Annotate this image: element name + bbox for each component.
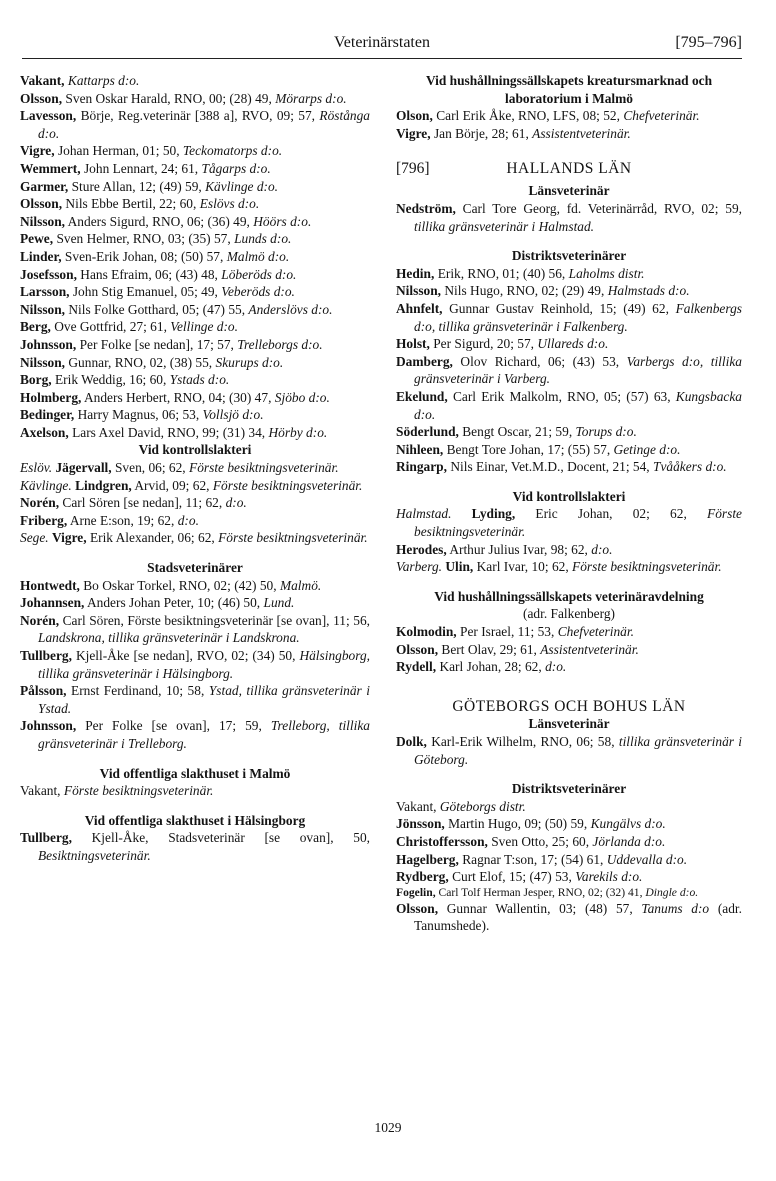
directory-entry [20, 248, 370, 266]
entry-surname: Nilsson, [20, 354, 66, 370]
entry-post: Skurups d:o. [215, 354, 284, 370]
entry-details: Martin Hugo, 09; (50) 59, [448, 816, 588, 832]
entry-details: Karl Ivar, 10; 62, [476, 559, 569, 575]
entry-details: Nils Einar, Vet.M.D., Docent, 21; 54, [450, 459, 650, 475]
page-number: 1029 [374, 1120, 402, 1135]
directory-entry [20, 318, 370, 336]
entry-details: Carl Sören, Förste besiktningsveterinär [se ovan], 11; 56, [62, 612, 370, 628]
entry-post: Tågarps d:o. [201, 160, 271, 176]
section-subheading: Stadsveterinärer [147, 560, 243, 576]
entry-details: Olov Richard, 06; (43) 53, [460, 353, 620, 369]
entry-post: d:o. [545, 659, 567, 675]
entry-surname: Vigre, [396, 125, 431, 141]
entry-surname: Olsson, [396, 900, 439, 916]
entry-post: Eslövs d:o. [199, 196, 260, 212]
entry-post: Röstånga d:o. [38, 108, 370, 141]
directory-entry [20, 424, 370, 442]
page-title: Veterinärstaten [334, 34, 430, 51]
entry-post: Förste besiktningsveterinär. [414, 506, 742, 540]
directory-entry [20, 512, 370, 530]
entry-details: Anders Herbert, RNO, 04; (30) 47, [83, 389, 272, 405]
entry-details: Sven Oskar Harald, RNO, 00; (28) 49, [65, 90, 272, 106]
directory-entry [396, 200, 742, 235]
section-subheading: Vid kontrollslakteri [512, 488, 626, 504]
entry-post: Chefveterinär. [557, 624, 634, 640]
entry-surname: Vigre, [20, 143, 55, 159]
entry-details: Hans Efraim, 06; (43) 48, [80, 266, 218, 282]
directory-entry [20, 354, 370, 372]
entry-post: Assistentveterinär. [540, 641, 639, 657]
directory-entry [396, 505, 742, 540]
entry-location: Kävlinge. [20, 477, 72, 493]
directory-entry [396, 282, 742, 300]
entry-post: Ullareds d:o. [537, 336, 609, 352]
directory-entry [396, 900, 742, 935]
entry-surname: Lindgren, [75, 477, 132, 493]
county-heading [396, 156, 742, 182]
entry-surname: Damberg, [396, 353, 453, 369]
section-subheading: Distriktsveterinärer [511, 248, 627, 264]
entry-details: Per Folke [se nedan], 17; 57, [79, 336, 234, 352]
entry-details: Kjell-Åke [se nedan], RVO, 02; (34) 50, [75, 648, 296, 663]
entry-surname: Lyding, [471, 506, 516, 522]
entry-details: Bert Olav, 29; 61, [441, 641, 537, 657]
directory-entry [20, 178, 370, 196]
entry-post: Jörlanda d:o. [592, 833, 666, 849]
directory-entry [20, 459, 370, 477]
entry-post: Landskrona, tillika gränsveterinär i Landskrona. [38, 630, 300, 646]
section-subheading: Vid hushållningssällskapets kreatursmarknad och laboratorium i Malmö [425, 73, 713, 106]
directory-entry [20, 107, 370, 142]
entry-details: Gunnar Wallentin, 03; (48) 57, [446, 900, 633, 916]
entry-post: Malmö d:o. [226, 248, 290, 264]
directory-entry [396, 125, 742, 143]
directory-entry [20, 230, 370, 248]
entry-post: Lund. [263, 595, 295, 611]
entry-post: d:o. [591, 541, 613, 557]
entry-post: Varbergs d:o, tillika gränsveterinär i Varberg. [414, 353, 742, 387]
entry-surname: Christoffersson, [396, 833, 488, 849]
entry-surname: Fogelin, [396, 885, 436, 899]
directory-entry [396, 815, 742, 833]
entry-post: tillika gränsveterinär i Göteborg. [414, 734, 742, 767]
entry-surname: Tullberg, [20, 830, 72, 846]
entry-surname: Olsson, [396, 641, 439, 657]
entry-note: (adr. Tanumshede). [414, 900, 742, 934]
entry-details: Per Folke [se ovan], 17; 59, [85, 718, 262, 734]
directory-entry [20, 336, 370, 354]
directory-entry [20, 647, 370, 682]
entry-location: Halmstad. [396, 506, 452, 522]
directory-entry [20, 266, 370, 284]
entry-details: Anders Johan Peter, 10; (46) 50, [87, 595, 261, 611]
entry-post: Höörs d:o. [253, 213, 312, 229]
entry-post: Chefveterinär. [623, 108, 700, 124]
entry-post: Assistentveterinär. [532, 125, 631, 141]
entry-surname: Nilsson, [20, 301, 66, 317]
county-section-number: [796] [396, 160, 430, 178]
directory-entry [396, 541, 742, 559]
entry-details: Erik, RNO, 01; (40) 56, [437, 265, 566, 281]
entry-surname: Rydberg, [396, 869, 449, 885]
entry-surname: Vigre, [52, 530, 87, 546]
entry-status: Vakant, [20, 783, 61, 799]
entry-details: Carl Tolf Herman Jesper, RNO, 02; (32) 41, [438, 885, 643, 899]
directory-entry [396, 388, 742, 423]
entry-details: Johan Herman, 01; 50, [57, 143, 180, 159]
directory-entry [20, 577, 370, 595]
directory-entry [20, 612, 370, 647]
entry-post: Tanums d:o [641, 900, 710, 916]
directory-entry [396, 868, 742, 886]
entry-details: Lars Axel David, RNO, 99; (31) 34, [72, 424, 266, 440]
county-name: GÖTEBORGS OCH BOHUS LÄN [452, 697, 686, 715]
entry-details: Curt Elof, 15; (47) 53, [452, 869, 572, 885]
entry-surname: Lavesson, [20, 108, 77, 124]
entry-details: Arvid, 09; 62, [134, 477, 210, 493]
entry-surname: Nilsson, [20, 213, 66, 229]
entry-surname: Ulin, [445, 559, 474, 575]
entry-details: Bo Oskar Torkel, RNO, 02; (42) 50, [83, 577, 277, 593]
entry-surname: Nihleen, [396, 441, 444, 457]
entry-surname: Tullberg, [20, 648, 72, 663]
entry-post: Varekils d:o. [575, 869, 643, 885]
entry-details: Arthur Julius Ivar, 98; 62, [449, 541, 588, 557]
entry-location: Varberg. [396, 559, 442, 575]
entry-surname: Herodes, [396, 541, 447, 557]
directory-entry [396, 335, 742, 353]
entry-details: Arne E:son, 19; 62, [69, 512, 175, 528]
entry-location: Eslöv. [20, 460, 53, 476]
entry-details: Eric Johan, 02; 62, [535, 506, 687, 522]
entry-details: Carl Tore Georg, fd. Veterinärråd, RVO, 02; 59, [462, 200, 742, 216]
entry-details: Gunnar, RNO, 02, (38) 55, [68, 354, 213, 370]
entry-post: Kungsbacka d:o. [414, 388, 742, 422]
entry-surname: Kolmodin, [396, 624, 457, 640]
entry-post: Uddevalla d:o. [606, 851, 688, 867]
directory-entry [20, 72, 370, 90]
directory-entry [396, 623, 742, 641]
directory-entry [396, 300, 742, 335]
entry-surname: Borg, [20, 372, 52, 388]
entry-post: Hörby d:o. [268, 424, 328, 440]
directory-entry [20, 371, 370, 389]
section-subheading: Vid hushållningssällskapets veterinäravdelning [434, 588, 704, 604]
entry-surname: Söderlund, [396, 424, 459, 440]
entry-details: Bengt Tore Johan, 17; (55) 57, [446, 441, 611, 457]
entry-post: Mörarps d:o. [275, 90, 347, 106]
entry-post: Sjöbo d:o. [274, 389, 330, 405]
entry-post: Falkenbergs d:o, tillika gränsveterinär i Falkenberg. [414, 300, 742, 334]
entry-location: Sege. [20, 530, 49, 546]
entry-post: Kungälvs d:o. [590, 816, 666, 832]
directory-entry [20, 283, 370, 301]
entry-details: Karl Johan, 28; 62, [439, 659, 542, 675]
entry-details: Ove Gottfrid, 27; 61, [54, 319, 167, 335]
entry-post: Dingle d:o. [645, 885, 699, 899]
entry-post: Malmö. [279, 577, 322, 593]
entry-details: Per Sigurd, 20; 57, [433, 336, 535, 352]
directory-entry [396, 558, 742, 576]
entry-status: Vakant, [396, 798, 437, 814]
entry-surname: Holst, [396, 336, 430, 352]
entry-surname: Dolk, [396, 734, 427, 749]
entry-surname: Rydell, [396, 659, 437, 675]
entry-post: tillika gränsveterinär i Halmstad. [414, 218, 595, 234]
entry-details: Jan Börje, 28; 61, [433, 125, 529, 141]
entry-details: Erik Weddig, 16; 60, [54, 372, 167, 388]
directory-entry [20, 213, 370, 231]
entry-post: Laholms distr. [568, 265, 645, 281]
entry-surname: Nedström, [396, 200, 456, 216]
entry-details: Sven-Erik Johan, 08; (50) 57, [64, 248, 224, 264]
entry-surname: Josefsson, [20, 266, 77, 282]
directory-entry [20, 406, 370, 424]
directory-entry [20, 829, 370, 864]
entry-surname: Jönsson, [396, 816, 445, 832]
directory-entry [396, 441, 742, 459]
entry-details: Ragnar T:son, 17; (54) 61, [462, 851, 604, 867]
entry-post: Besiktningsveterinär. [38, 847, 151, 863]
entry-details: Sven, 06; 62, [114, 460, 186, 476]
entry-surname: Norén, [20, 495, 60, 511]
entry-surname: Olsson, [20, 90, 63, 106]
section-note: (adr. Falkenberg) [523, 606, 615, 622]
directory-entry [396, 353, 742, 388]
entry-post: Anderslövs d:o. [248, 301, 333, 317]
entry-surname: Nilsson, [396, 283, 442, 299]
entry-post: Vellinge d:o. [170, 319, 238, 335]
entry-details: Börje, Reg.veterinär [388 a], RVO, 09; 57, [80, 108, 316, 124]
directory-entry [396, 833, 742, 851]
entry-details: Carl Sören [se nedan], 11; 62, [62, 495, 223, 511]
entry-post: Kävlinge d:o. [205, 178, 279, 194]
entry-post: Getinge d:o. [613, 441, 681, 457]
entry-surname: Bedinger, [20, 407, 75, 423]
entry-post: Ystad, tillika gränsveterinär i Ystad. [38, 683, 370, 716]
entry-details: Gunnar Gustav Reinhold, 15; (49) 62, [449, 300, 669, 316]
entry-post: Förste besiktningsveterinär. [572, 559, 722, 575]
directory-entry [396, 641, 742, 659]
entry-surname: Garmer, [20, 178, 69, 194]
entry-surname: Olson, [396, 108, 433, 124]
entry-post: Halmstads d:o. [607, 283, 690, 299]
directory-entry [20, 477, 370, 495]
entry-details: Nils Folke Gotthard, 05; (47) 55, [68, 301, 246, 317]
county-name: HALLANDS LÄN [506, 160, 632, 178]
entry-post: Ystads d:o. [169, 372, 230, 388]
entry-surname: Wemmert, [20, 160, 81, 176]
directory-entry [20, 782, 370, 800]
entry-surname: Hontwedt, [20, 577, 80, 593]
entry-details: Karl-Erik Wilhelm, RNO, 06; 58, [431, 734, 615, 749]
directory-entry [20, 160, 370, 178]
entry-post: Förste besiktningsveterinär. [218, 530, 368, 546]
entry-details: Harry Magnus, 06; 53, [77, 407, 200, 423]
directory-entry [20, 594, 370, 612]
directory-entry [20, 142, 370, 160]
entry-details: Ernst Ferdinand, 10; 58, [71, 683, 205, 699]
entry-details: Erik Alexander, 06; 62, [89, 530, 215, 546]
entry-surname: Olsson, [20, 196, 63, 212]
directory-entry [20, 389, 370, 407]
entry-post: Löberöds d:o. [221, 266, 297, 282]
left-column [20, 72, 370, 865]
entry-surname: Ahnfelt, [396, 300, 443, 316]
entry-surname: Johannsen, [20, 595, 85, 611]
entry-post: Förste besiktningsveterinär. [189, 460, 339, 476]
directory-entry [20, 682, 370, 717]
entry-surname: Jägervall, [55, 460, 112, 476]
entry-post: Hälsingborg, tillika gränsveterinär i Hälsingborg. [38, 648, 370, 681]
entry-post: d:o. [177, 512, 199, 528]
entry-post: Vollsjö d:o. [202, 407, 264, 423]
entry-surname: Hedin, [396, 265, 435, 281]
entry-surname: Hagelberg, [396, 851, 459, 867]
entry-surname: Vakant, [20, 73, 65, 88]
entry-details: Per Israel, 11; 53, [460, 624, 555, 640]
section-page-range: [795–796] [675, 34, 742, 51]
entry-surname: Pålsson, [20, 683, 67, 699]
directory-entry [396, 423, 742, 441]
directory-entry [396, 798, 742, 816]
section-subheading: Länsveterinär [528, 183, 610, 199]
directory-entry [396, 458, 742, 476]
directory-entry [396, 658, 742, 676]
section-subheading: Distriktsveterinärer [511, 781, 627, 797]
running-header [22, 32, 742, 59]
entry-surname: Linder, [20, 248, 62, 264]
entry-surname: Pewe, [20, 231, 54, 247]
entry-post: Förste besiktningsveterinär. [63, 783, 214, 799]
directory-entry [20, 529, 370, 547]
entry-details: Bengt Oscar, 21; 59, [462, 424, 573, 440]
directory-entry [396, 265, 742, 283]
entry-details: Kjell-Åke, Stadsveterinär [se ovan], 50, [91, 830, 370, 846]
entry-surname: Friberg, [20, 512, 68, 528]
entry-surname: Berg, [20, 319, 51, 335]
directory-entry [396, 886, 742, 900]
entry-post: Torups d:o. [575, 424, 637, 440]
entry-post: Kattarps d:o. [67, 73, 140, 88]
entry-details: John Stig Emanuel, 05; 49, [72, 284, 218, 300]
entry-post: Tvååkers d:o. [653, 459, 727, 475]
entry-surname: Johnsson, [20, 718, 77, 734]
entry-details: Nils Ebbe Bertil, 22; 60, [65, 196, 197, 212]
entry-post: d:o. [225, 495, 247, 511]
entry-surname: Holmberg, [20, 389, 82, 405]
entry-details: Carl Erik Malkolm, RNO, 05; (57) 63, [452, 388, 671, 404]
entry-post: Teckomatorps d:o. [182, 143, 283, 159]
entry-surname: Axelson, [20, 424, 69, 440]
entry-post: Göteborgs distr. [439, 798, 526, 814]
entry-post: Trelleborgs d:o. [237, 336, 323, 352]
section-subheading: Vid offentliga slakthuset i Malmö [99, 765, 291, 781]
directory-entry [396, 733, 742, 768]
entry-surname: Johnsson, [20, 336, 77, 352]
directory-entry [20, 717, 370, 752]
entry-post: Veberöds d:o. [221, 284, 295, 300]
entry-details: Anders Sigurd, RNO, 06; (36) 49, [67, 213, 250, 229]
section-subheading: Länsveterinär [528, 716, 610, 732]
entry-details: Carl Erik Åke, RNO, LFS, 08; 52, [436, 108, 620, 124]
entry-surname: Norén, [20, 612, 60, 628]
entry-surname: Ekelund, [396, 388, 448, 404]
section-subheading: Vid kontrollslakteri [138, 442, 252, 458]
directory-entry [20, 195, 370, 213]
entry-post: Lunds d:o. [234, 231, 292, 247]
right-column [396, 72, 742, 935]
entry-details: Sven Helmer, RNO, 03; (35) 57, [56, 231, 231, 247]
entry-surname: Ringarp, [396, 459, 447, 475]
entry-surname: Larsson, [20, 284, 70, 300]
entry-details: Nils Hugo, RNO, 02; (29) 49, [444, 283, 605, 299]
entry-post: Trelleborg, tillika gränsveterinär i Trelleborg. [38, 718, 370, 751]
entry-details: Sven Otto, 25; 60, [491, 833, 590, 849]
directory-entry [20, 494, 370, 512]
directory-entry [20, 90, 370, 108]
directory-entry [396, 107, 742, 125]
entry-post: Förste besiktningsveterinär. [212, 477, 363, 493]
directory-entry [20, 301, 370, 319]
section-subheading: Vid offentliga slakthuset i Hälsingborg [84, 812, 306, 828]
entry-details: Sture Allan, 12; (49) 59, [71, 178, 202, 194]
directory-entry [396, 851, 742, 869]
entry-details: John Lennart, 24; 61, [83, 160, 199, 176]
